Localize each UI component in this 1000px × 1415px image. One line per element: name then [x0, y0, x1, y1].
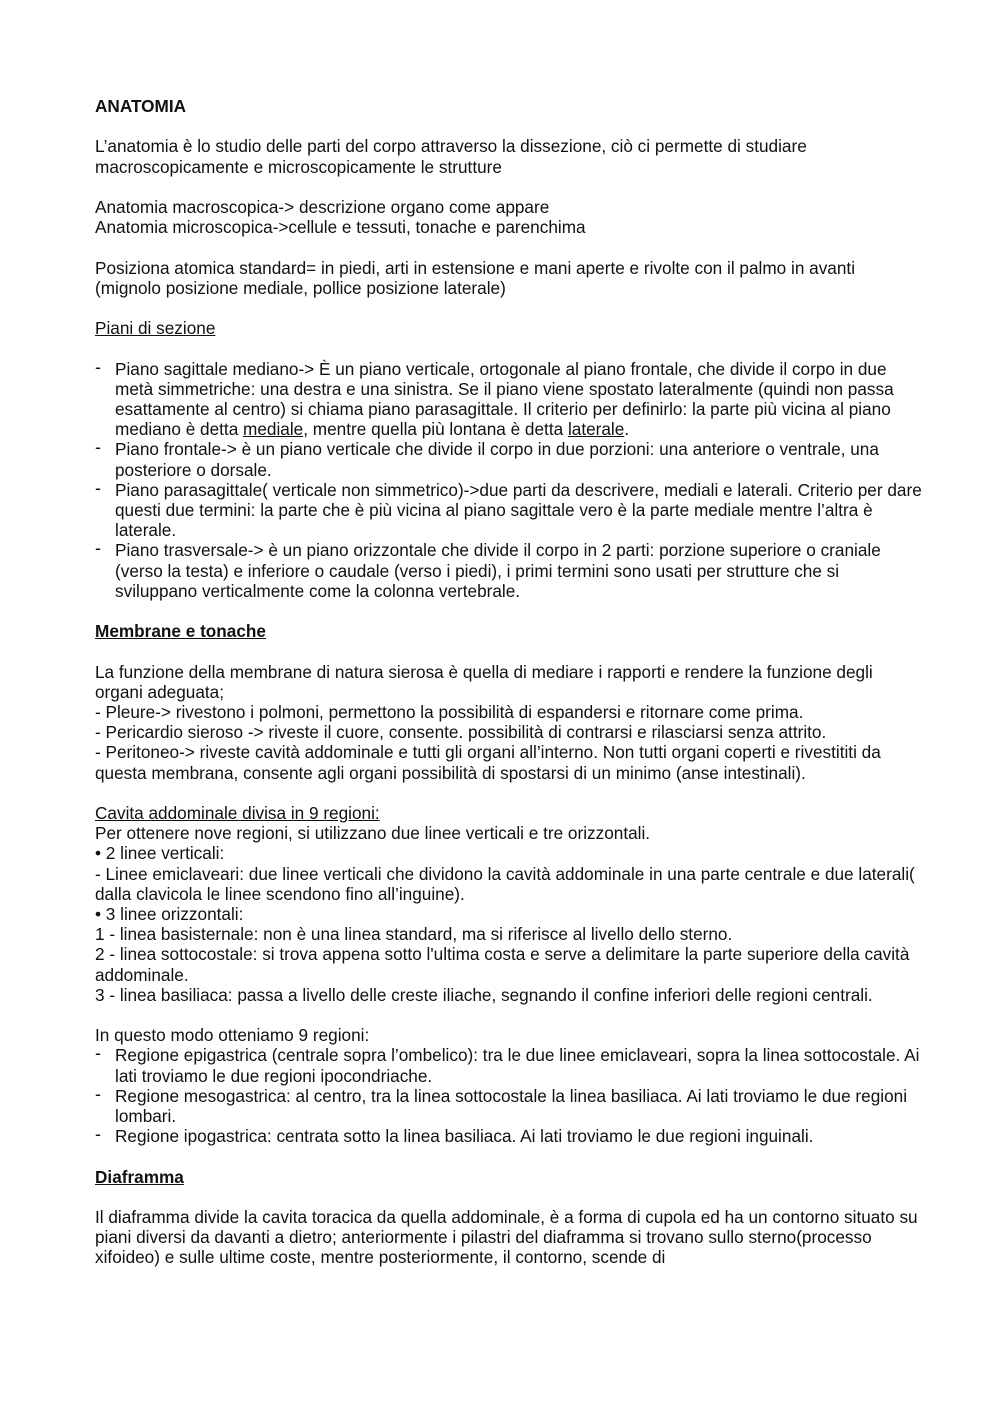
membrane-pericardio: - Pericardio sieroso -> riveste il cuore, consente. possibilità di contrarsi e rilasciarsi senza attrito. — [95, 722, 827, 743]
membrane-pleure: - Pleure-> rivestono i polmoni, permettono la possibilità di espandersi e ritornare come prima. — [95, 701, 804, 722]
intro-paragraph: L’anatomia è lo studio delle parti del corpo attraverso la dissezione, ciò ci permette di studiare macroscopicamente e microscopicamente le strutture — [95, 136, 807, 177]
document-title: ANATOMIA — [95, 96, 187, 116]
section-heading-membrane: Membrane e tonache — [95, 621, 266, 642]
spacer — [95, 177, 925, 197]
list-item-parasagittale: - Piano parasagittale( verticale non simmetrico)->due parti da descrivere, mediali e laterali. Criterio per dare questi due termini: la parte che è più vicina al piano sagittale vero è la parte mediale mentre l’altra è laterale. — [95, 480, 925, 541]
spacer — [95, 641, 925, 661]
cavita-line: - Linee emiclaveari: due linee verticali che dividono la cavità addominale in una parte centrale e due laterali( dalla clavicola le linee scendono fino all’inguine). — [95, 863, 915, 904]
spacer — [95, 601, 925, 621]
spacer — [95, 1005, 925, 1025]
membrane-peritoneo: - Peritoneo-> riveste cavità addominale e tutti gli organi all’interno. Non tutti organi coperti e rivestititi da questa membrana, consente agli organi possibilità di spostarsi di un minimo (anse intestinali). — [95, 742, 881, 783]
spacer — [95, 783, 925, 803]
text-run: Piano sagittale mediano-> È un piano verticale, ortogonale al piano frontale, che divide il corpo in due metà simmetriche: una destra e una sinistra. Se il piano viene spostato lateralmente (quindi non passa esattamente al centro) si chiama piano parasagittale. Il criterio per definirlo: la parte più vicina al piano mediano è detta — [115, 358, 894, 440]
regioni-list — [95, 1045, 925, 1146]
cavita-line: 3 - linea basiliaca: passa a livello delle creste iliache, segnando il confine inferiori delle regioni centrali. — [95, 984, 873, 1005]
text-run: , mentre quella più lontana è detta — [303, 419, 568, 440]
spacer — [95, 298, 925, 318]
section-heading-piani: Piani di sezione — [95, 318, 216, 339]
section-heading-cavita: Cavita addominale divisa in 9 regioni: — [95, 802, 380, 823]
cavita-line: 1 - linea basisternale: non è una linea standard, ma si riferisce al livello dello sterno. — [95, 924, 733, 945]
piani-list — [95, 359, 925, 601]
term-laterale: laterale — [567, 419, 625, 440]
document-page — [95, 96, 925, 1268]
spacer — [95, 116, 925, 136]
term-mediale: mediale — [243, 419, 304, 440]
section-heading-diaframma: Diaframma — [95, 1166, 184, 1187]
spacer — [95, 1187, 925, 1207]
intro-macroscopica: Anatomia macroscopica-> descrizione organo come appare — [95, 196, 550, 217]
text-run: . — [624, 419, 630, 440]
cavita-line: • 2 linee verticali: — [95, 843, 225, 864]
list-item-ipogastrica: - Regione ipogastrica: centrata sotto la linea basiliaca. Ai lati troviamo le due regioni inguinali. — [95, 1126, 925, 1146]
list-item-trasversale: - Piano trasversale-> è un piano orizzontale che divide il corpo in 2 parti: porzione superiore o craniale (verso la testa) e inferiore o caudale (verso i piedi), i primi termini sono usati per strutture che si sviluppano verticalmente come la colonna vertebrale. — [95, 540, 925, 601]
regioni-intro: In questo modo otteniamo 9 regioni: — [95, 1025, 370, 1046]
membrane-intro: La funzione della membrane di natura sierosa è quella di mediare i rapporti e rendere la funzione degli organi adeguata; — [95, 661, 873, 702]
list-item-frontale: - Piano frontale-> è un piano verticale che divide il corpo in due porzioni: una anteriore o ventrale, una posteriore o dorsale. — [95, 439, 925, 479]
spacer — [95, 338, 925, 358]
list-item-mesogastrica: - Regione mesogastrica: al centro, tra la linea sottocostale la linea basiliaca. Ai lati troviamo le due regioni lombari. — [95, 1086, 925, 1126]
cavita-line: Per ottenere nove regioni, si utilizzano due linee verticali e tre orizzontali. — [95, 823, 651, 844]
cavita-line: • 3 linee orizzontali: — [95, 904, 244, 924]
spacer — [95, 1146, 925, 1166]
spacer — [95, 237, 925, 257]
cavita-line: 2 - linea sottocostale: si trova appena sotto l'ultima costa e serve a delimitare la parte superiore della cavità addominale. — [95, 944, 910, 985]
list-item-epigastrica: - Regione epigastrica (centrale sopra l’ombelico): tra le due linee emiclaveari, sopra la linea sottocostale. Ai lati troviamo le due regioni ipocondriache. — [95, 1045, 925, 1085]
list-item-sagittale — [95, 359, 925, 440]
intro-posizione: Posiziona atomica standard= in piedi, arti in estensione e mani aperte e rivolte con il palmo in avanti (mignolo posizione mediale, pollice posizione laterale) — [95, 257, 856, 298]
intro-microscopica: Anatomia microscopica->cellule e tessuti, tonache e parenchima — [95, 217, 586, 238]
diaframma-paragraph: Il diaframma divide la cavita toracica da quella addominale, è a forma di cupola ed ha un contorno situato su piani diversi da davanti a dietro; anteriormente i pilastri del diaframma si trovano sullo sterno(processo xifoideo) e sulle ultime coste, mentre posteriormente, il contorno, scende di — [95, 1207, 918, 1268]
